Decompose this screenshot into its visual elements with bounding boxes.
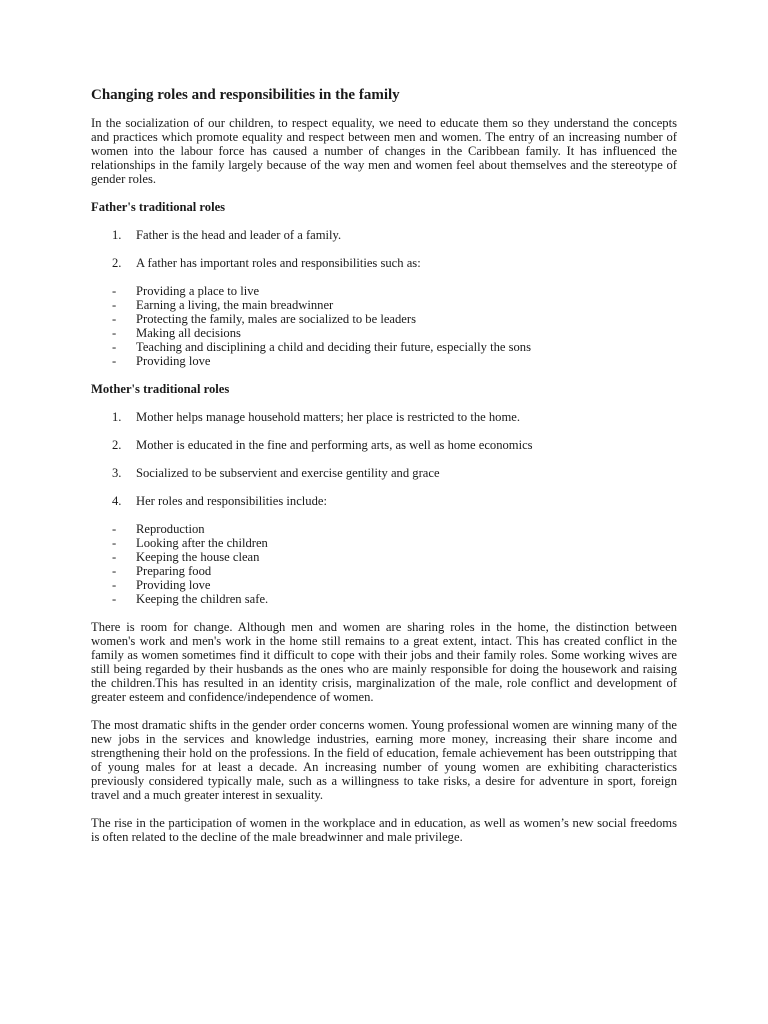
list-item-text: Making all decisions xyxy=(136,326,241,340)
list-item xyxy=(91,550,677,564)
list-item xyxy=(91,340,677,354)
list-item-text: Teaching and disciplining a child and deciding their future, especially the sons xyxy=(136,340,532,354)
list-item-text: Providing a place to live xyxy=(136,284,260,298)
list-item-text: Socialized to be subservient and exercise gentility and grace xyxy=(136,466,440,480)
list-item xyxy=(91,354,677,368)
mothers-numbered-item xyxy=(91,410,677,424)
fathers-numbered-item xyxy=(91,228,677,242)
list-item xyxy=(91,536,677,550)
participation-paragraph: The rise in the participation of women in the workplace and in education, as well as women’s new social freedoms is often related to the decline of the male breadwinner and male privilege. xyxy=(91,816,677,844)
list-item-text: Protecting the family, males are socialized to be leaders xyxy=(136,312,416,326)
list-item-text: Her roles and responsibilities include: xyxy=(136,494,327,508)
dash-marker: - xyxy=(112,536,117,550)
fathers-numbered-item xyxy=(91,256,677,270)
list-item-text: Preparing food xyxy=(136,564,212,578)
dash-marker: - xyxy=(112,298,117,312)
list-item xyxy=(91,564,677,578)
list-item-text: Father is the head and leader of a family. xyxy=(136,228,342,242)
list-number: 2. xyxy=(112,256,122,270)
room-for-change-paragraph: There is room for change. Although men and women are sharing roles in the home, the distinction between women's work and men's work in the home still remains to a great extent, intact. This has created conflict in the family as women sometimes find it difficult to cope with their jobs and their family roles. Some working wives are still being regarded by their husbands as the ones who are mainly responsible for doing the housework and raising the children.This has resulted in an identity crisis, marginalization of the male, role conflict and development of greater esteem and confidence/independence of women. xyxy=(91,620,677,704)
fathers-roles-heading: Father's traditional roles xyxy=(91,200,226,214)
list-item-text: Reproduction xyxy=(136,522,205,536)
list-item-text: Mother is educated in the fine and performing arts, as well as home economics xyxy=(136,438,533,452)
dash-marker: - xyxy=(112,284,117,298)
list-item-text: Providing love xyxy=(136,354,211,368)
dash-marker: - xyxy=(112,312,117,326)
list-item xyxy=(91,312,677,326)
dash-marker: - xyxy=(112,564,117,578)
fathers-bullet-list xyxy=(91,284,677,368)
document-title: Changing roles and responsibilities in the family xyxy=(91,87,400,103)
list-item-text: Keeping the house clean xyxy=(136,550,260,564)
list-item xyxy=(91,592,677,606)
gender-shifts-paragraph: The most dramatic shifts in the gender order concerns women. Young professional women are winning many of the new jobs in the services and knowledge industries, earning more money, increasing their share income and strengthening their hold on the professions. In the field of education, female achievement has been outstripping that of young males for at least a decade. An increasing number of young women are exhibiting characteristics previously considered typically male, such as a willingness to take risks, a desire for adventure in sport, foreign travel and a much greater interest in sexuality. xyxy=(91,718,677,802)
dash-marker: - xyxy=(112,578,117,592)
list-item-text: Earning a living, the main breadwinner xyxy=(136,298,334,312)
list-item-text: Keeping the children safe. xyxy=(136,592,269,606)
mothers-roles-heading: Mother's traditional roles xyxy=(91,382,230,396)
dash-marker: - xyxy=(112,592,117,606)
intro-paragraph: In the socialization of our children, to respect equality, we need to educate them so they understand the concepts and practices which promote equality and respect between men and women. The entry of an increasing number of women into the labour force has caused a number of changes in the Caribbean family. It has influenced the relationships in the family largely because of the way men and women feel about themselves and the stereotype of gender roles. xyxy=(91,116,677,186)
list-item xyxy=(91,284,677,298)
dash-marker: - xyxy=(112,550,117,564)
list-item-text: A father has important roles and responsibilities such as: xyxy=(136,256,421,270)
list-item xyxy=(91,298,677,312)
list-item xyxy=(91,522,677,536)
mothers-numbered-item xyxy=(91,438,677,452)
list-item xyxy=(91,578,677,592)
document-page xyxy=(91,86,677,844)
list-number: 1. xyxy=(112,228,122,242)
list-number: 2. xyxy=(112,438,122,452)
mothers-bullet-list xyxy=(91,522,677,606)
dash-marker: - xyxy=(112,354,117,368)
list-number: 4. xyxy=(112,494,122,508)
dash-marker: - xyxy=(112,522,117,536)
list-item-text: Mother helps manage household matters; her place is restricted to the home. xyxy=(136,410,520,424)
list-number: 3. xyxy=(112,466,122,480)
mothers-numbered-item xyxy=(91,494,677,508)
list-item-text: Looking after the children xyxy=(136,536,268,550)
list-item-text: Providing love xyxy=(136,578,211,592)
mothers-numbered-item xyxy=(91,466,677,480)
dash-marker: - xyxy=(112,326,117,340)
list-number: 1. xyxy=(112,410,122,424)
dash-marker: - xyxy=(112,340,117,354)
list-item xyxy=(91,326,677,340)
